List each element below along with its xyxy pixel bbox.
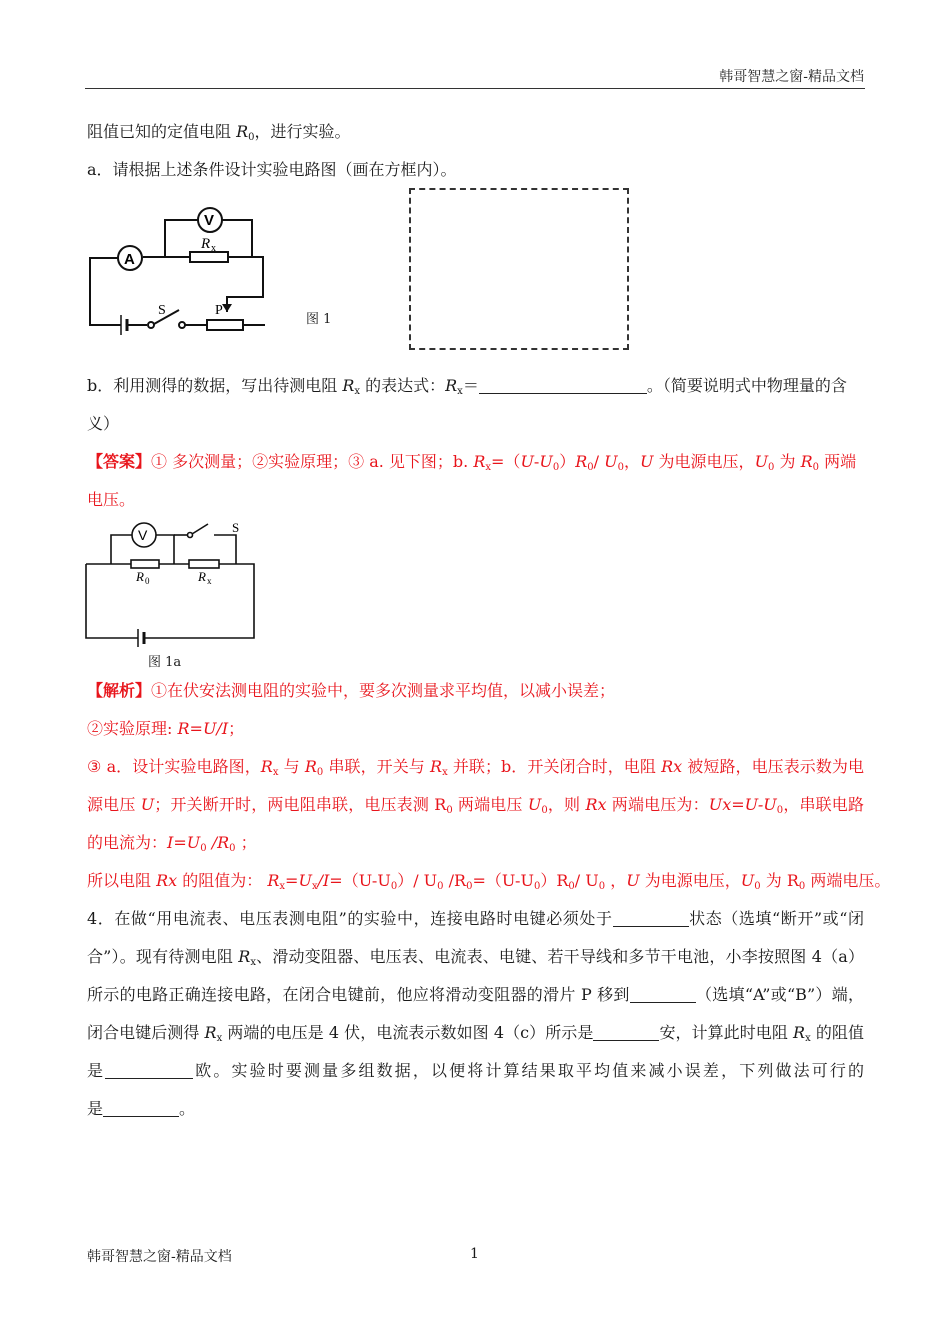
- analysis-line-1: [87, 681, 864, 701]
- analysis-line-3: [87, 757, 864, 777]
- subscript: 0: [587, 462, 594, 473]
- analysis-line-2: [87, 719, 864, 739]
- text: ，则: [547, 795, 586, 814]
- subscript: x: [457, 386, 463, 397]
- voltmeter-label: V: [138, 527, 148, 543]
- text: =（: [491, 452, 521, 471]
- text: 被短路，电压表示数为电: [682, 757, 864, 776]
- subscript: x: [311, 881, 318, 892]
- text: 。（简要说明式中物理量的含: [646, 376, 847, 395]
- formula: I=U: [167, 833, 201, 852]
- subscript: 0: [798, 881, 806, 892]
- subscript: 0: [598, 881, 606, 892]
- subscript: 0: [446, 805, 453, 816]
- subscript: 0: [754, 881, 761, 892]
- text: 的表达式：: [360, 376, 446, 395]
- text: ②实验原理:: [87, 719, 178, 738]
- symbol: U: [754, 452, 769, 471]
- text: 合”）。现有待测电阻: [87, 947, 239, 966]
- text: 是: [87, 1061, 106, 1080]
- text: 、滑动变阻器、电压表、电流表、电键、若干导线和多节干电池，小李按照图 4（a）: [255, 947, 864, 966]
- symbol: R: [793, 1023, 806, 1042]
- text: 安，计算此时电阻: [659, 1023, 794, 1042]
- formula: /R: [206, 833, 230, 852]
- symbol: R: [473, 452, 486, 471]
- footer-title: 韩哥智慧之窗-精品文档: [87, 1249, 232, 1265]
- text: 闭合电键后测得: [87, 1023, 205, 1042]
- answer-tag: 【答案】: [87, 452, 152, 471]
- symbol: Rx: [585, 795, 607, 814]
- figure-1a-caption: 图 1a: [148, 655, 182, 670]
- subscript: 0: [437, 881, 444, 892]
- text: -: [533, 452, 540, 471]
- symbol: R: [238, 947, 251, 966]
- subscript: x: [805, 1033, 811, 1044]
- text: 两端电压。: [805, 871, 891, 890]
- subscript: 0: [200, 843, 207, 854]
- symbol: R: [267, 871, 280, 890]
- subscript: 0: [390, 881, 398, 892]
- text: 为: [774, 452, 801, 471]
- text: 的阻值: [810, 1023, 864, 1042]
- subscript: 0: [568, 881, 575, 892]
- page-number: 1: [470, 1246, 479, 1262]
- symbol: U: [740, 871, 755, 890]
- text: 所以电阻: [87, 871, 157, 890]
- analysis-line-5: [87, 833, 864, 853]
- subscript: x: [279, 881, 286, 892]
- symbol: U: [520, 452, 534, 471]
- text: 与: [278, 757, 305, 776]
- text: 状态（选填“断开”或“闭: [688, 909, 864, 928]
- answer-blank[interactable]: [613, 910, 689, 927]
- text: 的电流为：: [87, 833, 168, 852]
- symbol: Rx: [661, 757, 683, 776]
- q4-line-3: [87, 985, 864, 1005]
- symbol: R: [800, 452, 813, 471]
- answer-blank[interactable]: [103, 1100, 179, 1117]
- subscript: 0: [466, 881, 473, 892]
- subscript: x: [354, 386, 361, 397]
- symbol: R: [445, 376, 458, 395]
- text: （选填“A”或“B”）端，: [695, 985, 864, 1004]
- answer-line-2: 电压。: [87, 490, 136, 509]
- subscript: 0: [552, 462, 560, 473]
- subscript: 0: [617, 462, 624, 473]
- switch-label: S: [158, 303, 166, 318]
- rx-label: R: [198, 569, 206, 584]
- symbol: R: [342, 376, 355, 395]
- text: ，串联电路: [783, 795, 864, 814]
- answer-blank[interactable]: [105, 1062, 193, 1079]
- subscript: x: [216, 1033, 223, 1044]
- text: 是: [87, 1099, 104, 1118]
- q4-line-6: [87, 1099, 864, 1119]
- subscript: x: [485, 462, 492, 473]
- subscript: x: [272, 767, 279, 778]
- q4-line-5: [87, 1061, 864, 1081]
- rx-subscript: x: [211, 243, 216, 254]
- text: 两端的电压是 4 伏，电流表示数如图 4（c）所示是: [222, 1023, 594, 1042]
- subscript: 0: [541, 805, 548, 816]
- text: ；: [228, 719, 245, 738]
- text: ，进行实验。: [254, 122, 351, 141]
- text: 两端电压: [452, 795, 528, 814]
- symbol: R: [260, 757, 273, 776]
- text: 阻值已知的定值电阻: [87, 122, 237, 141]
- text: 源电压: [87, 795, 141, 814]
- text: 为电源电压，: [653, 452, 755, 471]
- text: ③ a．设计实验电路图，: [87, 757, 261, 776]
- subscript: 0: [776, 805, 784, 816]
- analysis-line-4: [87, 795, 864, 815]
- text-line-3: [87, 376, 864, 396]
- ammeter-label: A: [124, 251, 135, 268]
- symbol: U: [527, 795, 542, 814]
- text: 。: [179, 1099, 196, 1118]
- formula: R=U/I: [177, 719, 229, 738]
- text: / U: [574, 871, 599, 890]
- text: ）: [559, 452, 576, 471]
- text: 两端: [819, 452, 857, 471]
- r0-subscript: 0: [145, 576, 150, 586]
- analysis-line-6: [87, 871, 891, 892]
- text: 并联；b．开关闭合时，电阻: [447, 757, 662, 776]
- subscript: x: [250, 957, 256, 968]
- text: ＝: [462, 376, 479, 395]
- text: 的阻值为：: [177, 871, 268, 890]
- symbol: R: [204, 1023, 217, 1042]
- answer-blank[interactable]: [593, 1024, 659, 1041]
- text: ）R: [540, 871, 569, 890]
- formula: =U: [285, 871, 312, 890]
- symbol: U: [639, 452, 654, 471]
- subscript: x: [442, 767, 448, 778]
- symbol: U: [626, 871, 640, 890]
- text: 串联，开关与: [323, 757, 431, 776]
- switch-label: S: [232, 520, 240, 535]
- text: /R: [443, 871, 467, 890]
- text: ①在伏安法测电阻的实验中，要多次测量求平均值，以减小误差；: [151, 681, 616, 700]
- symbol: R: [575, 452, 588, 471]
- text-line-1: [87, 122, 864, 142]
- rx-subscript: x: [207, 576, 212, 586]
- q4-line-2: [87, 947, 864, 967]
- text: 为电源电压，: [639, 871, 741, 890]
- q4-line-4: [87, 1023, 864, 1043]
- text: 所示的电路正确连接电路，在闭合电键前，他应将滑动变阻器的滑片 P 移到: [87, 985, 630, 1004]
- text: ；开关断开时，两电阻串联，电压表测 R: [154, 795, 447, 814]
- text: =（U-U: [472, 871, 534, 890]
- header-title: 韩哥智慧之窗-精品文档: [719, 69, 864, 85]
- text: ）/ U: [397, 871, 438, 890]
- text: ，: [605, 871, 627, 890]
- answer-drawing-box: [409, 188, 629, 350]
- subscript: 0: [768, 462, 775, 473]
- text: 欧。实验时要测量多组数据，以便将计算结果取平均值来减小误差，下列做法可行的: [193, 1061, 864, 1080]
- r0-label: R: [136, 569, 144, 584]
- text: 两端电压为：: [606, 795, 709, 814]
- text: /: [593, 452, 605, 471]
- symbol: U: [604, 452, 618, 471]
- text: 为 R: [760, 871, 799, 890]
- figure-1-caption: 图 1: [306, 312, 332, 327]
- answer-line-1: [87, 452, 864, 472]
- text: ① 多次测量；②实验原理；③ a. 见下图；b.: [151, 452, 474, 471]
- text: 4．在做“用电流表、电压表测电阻”的实验中，连接电路时电键必须处于: [87, 909, 613, 928]
- symbol: R: [304, 757, 317, 776]
- symbol: U: [539, 452, 553, 471]
- answer-blank[interactable]: [479, 377, 647, 394]
- answer-blank[interactable]: [630, 986, 696, 1003]
- formula: Ux=U-U: [708, 795, 777, 814]
- circuit-figure-1a: [84, 518, 264, 648]
- symbol-r: R: [236, 122, 249, 141]
- symbol: U: [140, 795, 155, 814]
- slider-label: P: [215, 303, 223, 318]
- analysis-tag: 【解析】: [87, 681, 152, 700]
- text-line-4: 义）: [87, 414, 120, 433]
- text: b．利用测得的数据，写出待测电阻: [87, 376, 343, 395]
- subscript: 0: [812, 462, 820, 473]
- subscript: 0: [248, 132, 255, 143]
- text: ，: [623, 452, 640, 471]
- subscript: 0: [229, 843, 236, 854]
- subscript: 0: [533, 881, 541, 892]
- symbol: Rx: [156, 871, 178, 890]
- voltmeter-label: V: [204, 212, 215, 229]
- rx-label: R: [201, 236, 211, 252]
- subscript: 0: [316, 767, 324, 778]
- header-rule: [85, 88, 865, 89]
- symbol: R: [430, 757, 443, 776]
- q4-line-1: [87, 909, 864, 929]
- text-line-2: a．请根据上述条件设计实验电路图（画在方框内）。: [87, 160, 457, 179]
- text: （U-U: [342, 871, 391, 890]
- formula: /I=: [317, 871, 343, 890]
- text: ；: [235, 833, 257, 852]
